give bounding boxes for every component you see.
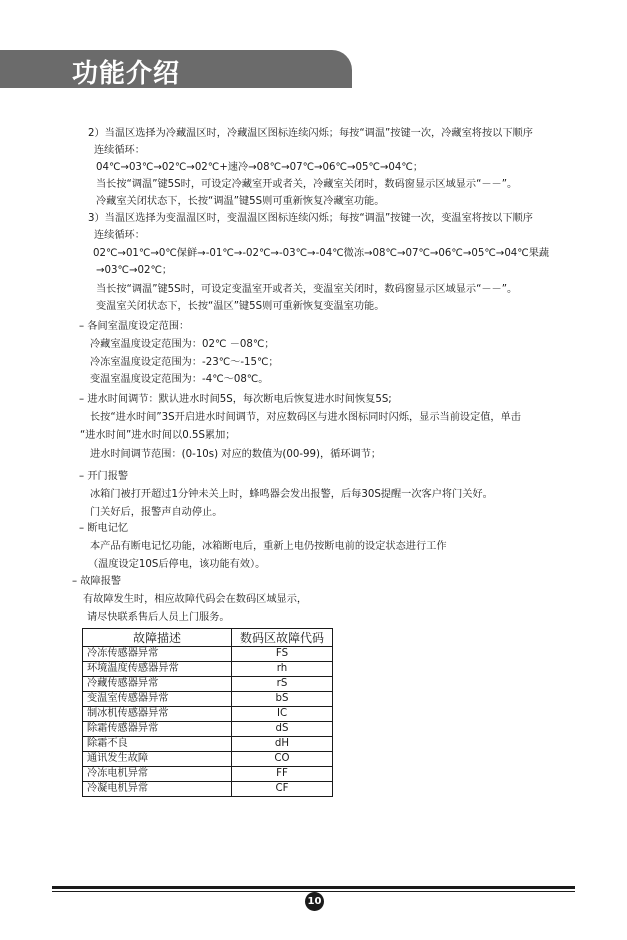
fault-code: dH (232, 737, 333, 752)
fault-description: 冷冻传感器异常 (83, 647, 232, 662)
fault-code: bS (232, 692, 333, 707)
fault-description: 变温室传感器异常 (83, 692, 232, 707)
table-row (83, 647, 333, 662)
fault-description: 除霜传感器异常 (83, 722, 232, 737)
table-row (83, 662, 333, 677)
column-header: 数码区故障代码 (232, 629, 333, 647)
text-line: →03℃→02℃； (96, 265, 173, 276)
fault-description: 冷凝电机异常 (83, 782, 232, 797)
text-line: 当长按“调温”键5S时，可设定变温室开或者关，变温室关闭时，数码窗显示区域显示“－－”。 (96, 284, 518, 295)
fault-description: 环境温度传感器异常 (83, 662, 232, 677)
table-row (83, 677, 333, 692)
fault-description: 制冰机传感器异常 (83, 707, 232, 722)
table-header-row (83, 629, 333, 647)
text-line: 连续循环： (94, 230, 145, 241)
footer-rule (52, 886, 575, 889)
section-heading: – 各间室温度设定范围： (79, 321, 190, 332)
table-row (83, 722, 333, 737)
page-title: 功能介绍 (72, 59, 181, 89)
fault-code: FF (232, 767, 333, 782)
fault-code: CO (232, 752, 333, 767)
fault-code: FS (232, 647, 333, 662)
text-line: 本产品有断电记忆功能，冰箱断电后，重新上电仍按断电前的设定状态进行工作 (90, 541, 447, 552)
fault-code: rh (232, 662, 333, 677)
text-line: 冷冻室温度设定范围为：-23℃～-15℃； (90, 357, 279, 368)
text-line: 3）当温区选择为变温温区时，变温温区图标连续闪烁；每按“调温”按键一次，变温室将按以下顺序 (88, 213, 533, 224)
section-heading: – 故障报警 (72, 576, 122, 587)
table-row (83, 692, 333, 707)
fault-code: dS (232, 722, 333, 737)
text-line: 变温室关闭状态下，长按“温区”键5S则可重新恢复变温室功能。 (96, 301, 385, 312)
table-row (83, 782, 333, 797)
fault-code-table (82, 628, 333, 797)
section-heading: – 断电记忆 (79, 523, 129, 534)
table-row (83, 707, 333, 722)
text-line: 门关好后，报警声自动停止。 (90, 507, 223, 518)
text-line: 当长按“调温”键5S时，可设定冷藏室开或者关，冷藏室关闭时，数码窗显示区域显示“－－”。 (96, 179, 518, 190)
fault-code: IC (232, 707, 333, 722)
text-line: 有故障发生时，相应故障代码会在数码区域显示， (83, 594, 308, 605)
section-heading: – 开门报警 (79, 471, 129, 482)
fault-description: 通讯发生故障 (83, 752, 232, 767)
text-line: 2）当温区选择为冷藏温区时，冷藏温区图标连续闪烁；每按“调温”按键一次，冷藏室将按以下顺序 (88, 128, 533, 139)
text-line: 长按“进水时间”3S开启进水时间调节，对应数码区与进水图标同时闪烁，显示当前设定值，单击 (90, 412, 521, 423)
text-line: 04℃→03℃→02℃→02℃+速冷→08℃→07℃→06℃→05℃→04℃； (96, 162, 424, 173)
text-line: 冰箱门被打开超过1分钟未关上时，蜂鸣器会发出报警，后每30S提醒一次客户将门关好。 (90, 489, 493, 500)
text-line: 变温室温度设定范围为：-4℃～08℃。 (90, 374, 269, 385)
text-line: 连续循环： (94, 145, 145, 156)
text-line: 请尽快联系售后人员上门服务。 (87, 612, 230, 623)
text-line: 进水时间调节范围：(0-10s) 对应的数值为(00-99)，循环调节； (90, 449, 382, 460)
text-line: （温度设定10S后停电，该功能有效）。 (88, 559, 266, 570)
text-line: “进水时间”进水时间以0.5S累加； (80, 430, 236, 441)
fault-code: rS (232, 677, 333, 692)
text-line: 02℃→01℃→0℃保鲜→-01℃→-02℃→-03℃→-04℃微冻→08℃→07℃→06℃→05℃→04℃果蔬 (93, 248, 550, 259)
table-row (83, 767, 333, 782)
text-line: 冷藏室关闭状态下，长按“调温”键5S则可重新恢复冷藏室功能。 (96, 196, 385, 207)
fault-code: CF (232, 782, 333, 797)
page-number: 10 (305, 892, 324, 911)
table-row (83, 752, 333, 767)
fault-description: 冷冻电机异常 (83, 767, 232, 782)
fault-description: 冷藏传感器异常 (83, 677, 232, 692)
fault-description: 除霜不良 (83, 737, 232, 752)
section-heading: – 进水时间调节：默认进水时间5S，每次断电后恢复进水时间恢复5S; (79, 394, 392, 405)
column-header: 故障描述 (83, 629, 232, 647)
text-line: 冷藏室温度设定范围为：02℃ －08℃； (90, 339, 275, 350)
table-row (83, 737, 333, 752)
